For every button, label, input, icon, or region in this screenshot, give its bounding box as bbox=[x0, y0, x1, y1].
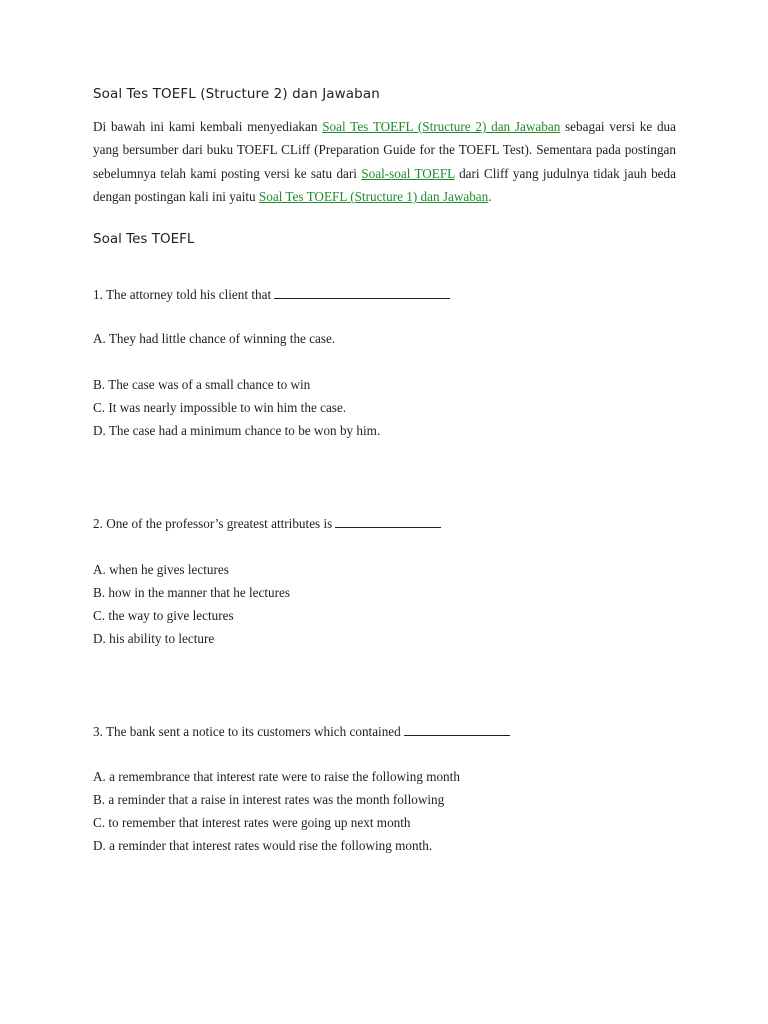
question-2-stem bbox=[93, 515, 441, 532]
question-1-option-b: B. The case was of a small chance to win bbox=[93, 377, 311, 392]
intro-text-2: sebagai versi ke dua yang bersumber dari buku TOEFL CLiff (Preparation Guide for the TOEFL Test). Sementara pada postingan sebelumnya telah kami posting versi ke satu dari bbox=[93, 119, 676, 181]
answer-blank bbox=[335, 515, 441, 528]
section-title: Soal Tes TOEFL bbox=[93, 231, 195, 247]
link-structure-2[interactable]: Soal Tes TOEFL (Structure 2) dan Jawaban bbox=[322, 119, 561, 134]
question-stem-text: 1. The attorney told his client that bbox=[93, 287, 272, 302]
answer-blank bbox=[274, 286, 450, 299]
question-3-option-a: A. a remembrance that interest rate were to raise the following month bbox=[93, 769, 460, 784]
link-soal-soal-toefl[interactable]: Soal-soal TOEFL bbox=[361, 165, 455, 181]
question-3-option-b: B. a reminder that a raise in interest rates was the month following bbox=[93, 792, 445, 807]
question-1-option-d: D. The case had a minimum chance to be won by him. bbox=[93, 423, 381, 438]
answer-blank bbox=[404, 723, 510, 736]
question-stem-text: 3. The bank sent a notice to its customers which contained bbox=[93, 724, 401, 739]
intro-text-1: Di bawah ini kami kembali menyediakan bbox=[93, 119, 323, 134]
question-stem-text: 2. One of the professor’s greatest attributes is bbox=[93, 516, 333, 531]
question-2-option-c: C. the way to give lectures bbox=[93, 608, 234, 623]
intro-text-3: dari Cliff yang judulnya tidak jauh beda dengan postingan kali ini yaitu bbox=[93, 165, 676, 204]
question-3-option-d: D. a reminder that interest rates would rise the following month. bbox=[93, 838, 433, 853]
intro-paragraph bbox=[93, 115, 676, 208]
question-1-stem bbox=[93, 286, 450, 303]
question-3-stem bbox=[93, 723, 510, 740]
question-1-option-a: A. They had little chance of winning the case. bbox=[93, 331, 336, 346]
question-2-option-b: B. how in the manner that he lectures bbox=[93, 585, 291, 600]
intro-text-4: . bbox=[488, 188, 492, 204]
question-1-option-c: C. It was nearly impossible to win him the case. bbox=[93, 400, 347, 415]
question-3-option-c: C. to remember that interest rates were going up next month bbox=[93, 815, 411, 830]
question-2-option-d: D. his ability to lecture bbox=[93, 631, 215, 646]
link-structure-1[interactable]: Soal Tes TOEFL (Structure 1) dan Jawaban bbox=[258, 188, 489, 204]
question-2-option-a: A. when he gives lectures bbox=[93, 562, 229, 577]
document-title: Soal Tes TOEFL (Structure 2) dan Jawaban bbox=[93, 86, 380, 102]
